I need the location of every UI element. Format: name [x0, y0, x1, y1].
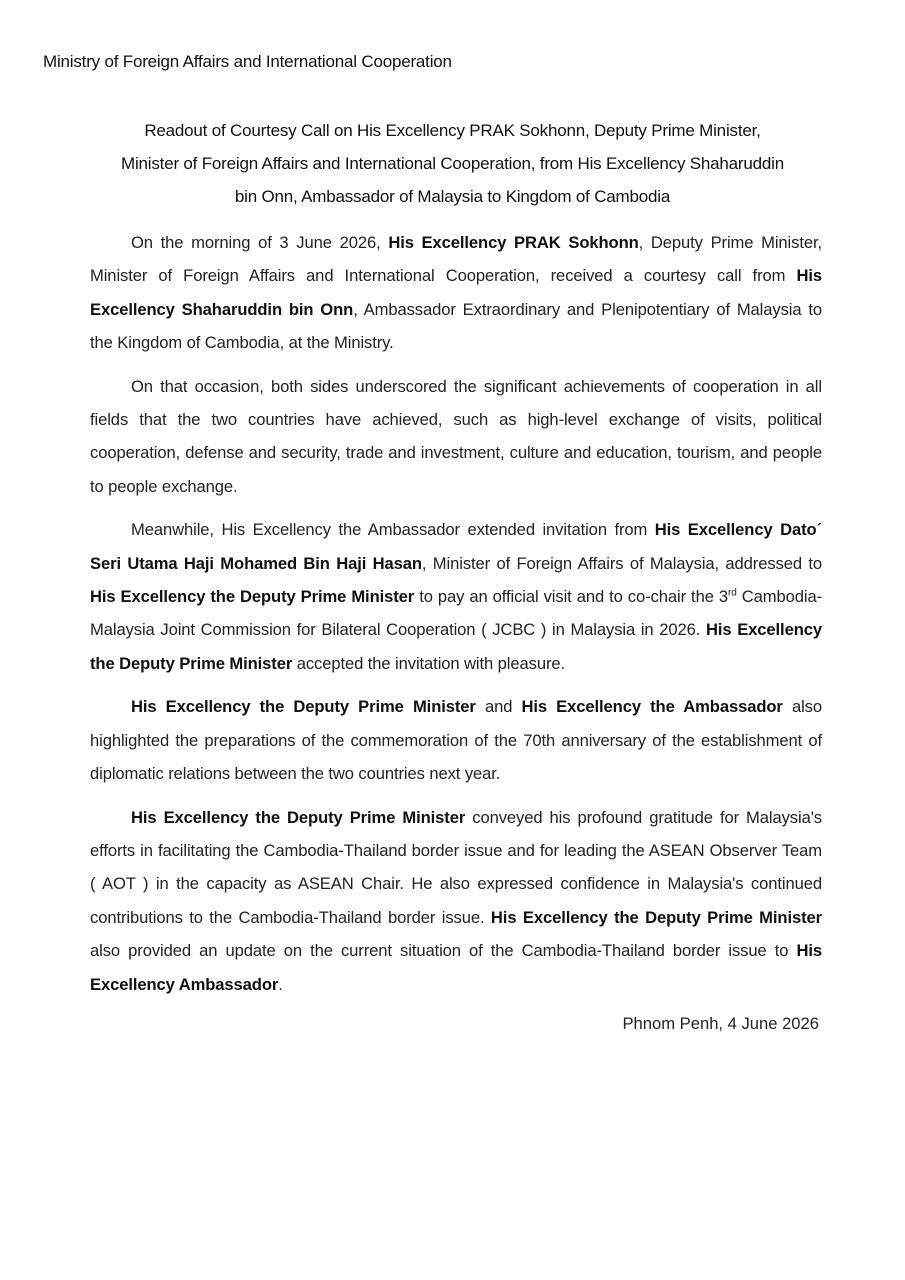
p5-bold-3: His Excellency Ambassador — [90, 941, 822, 994]
p3-text-2: , Minister of Foreign Affairs of Malaysia, addressed to — [421, 553, 822, 573]
paragraph-4 — [90, 690, 822, 790]
p4-bold-2: His Excellency the Ambassador — [521, 697, 783, 717]
p3-bold-1: His Excellency Dato´ Seri Utama Haji Mohamed Bin Haji Hasan — [90, 520, 822, 573]
p3-text-5: accepted the invitation with pleasure. — [292, 653, 566, 673]
p5-text-3: . — [278, 974, 283, 994]
p3-text-4: Cambodia-Malaysia Joint Commission for Bilateral Cooperation ( JCBC ) in Malaysia in 2026. — [90, 587, 822, 640]
p4-bold-1: His Excellency the Deputy Prime Minister — [131, 697, 476, 717]
p1-text-1: On the morning of 3 June 2026, — [131, 233, 389, 252]
p4-text-2: also highlighted the preparations of the commemoration of the 70th anniversary of the establishment of diplomatic relations between the two countries next year. — [90, 697, 822, 784]
p3-text-1: Meanwhile, His Excellency the Ambassador extended invitation from — [131, 520, 655, 540]
p3-superscript: rd — [728, 587, 737, 599]
document-body — [90, 226, 822, 1011]
p3-bold-2: His Excellency the Deputy Prime Minister — [90, 587, 415, 607]
paragraph-5 — [90, 801, 822, 1001]
p1-bold-2: His Excellency Shaharuddin bin Onn — [90, 266, 822, 319]
title-line-2: Minister of Foreign Affairs and International Cooperation, from His Excellency Shaharuddin — [121, 154, 784, 173]
paragraph-1 — [90, 226, 822, 360]
signoff-place-date: Phnom Penh, 4 June 2026 — [622, 1014, 819, 1033]
document-title — [70, 114, 835, 213]
paragraph-2 — [90, 370, 822, 504]
paragraph-3 — [90, 513, 822, 680]
p5-bold-1: His Excellency the Deputy Prime Minister — [131, 807, 466, 827]
title-line-1: Readout of Courtesy Call on His Excellency PRAK Sokhonn, Deputy Prime Minister, — [144, 121, 761, 140]
p4-text-1: and — [475, 697, 522, 717]
p3-text-3: to pay an official visit and to co-chair the 3 — [414, 587, 728, 607]
title-line-3: bin Onn, Ambassador of Malaysia to Kingdom of Cambodia — [234, 187, 671, 206]
p1-text-2: , Deputy Prime Minister, Minister of Foreign Affairs and International Cooperation, received a courtesy call from — [90, 233, 823, 286]
p5-text-1: conveyed his profound gratitude for Malaysia's efforts in facilitating the Cambodia-Thailand border issue and for leading the ASEAN Observer Team ( AOT ) in the capacity as ASEAN Chair. He also expressed confidence in Malaysia's continued contributions to the Cambodia-Thailand border issue. — [90, 807, 822, 927]
p1-bold-1: His Excellency PRAK Sokhonn — [388, 233, 639, 252]
ministry-header: Ministry of Foreign Affairs and International Cooperation — [43, 52, 452, 71]
p1-text-3: , Ambassador Extraordinary and Plenipotentiary of Malaysia to the Kingdom of Cambodia, at the Ministry. — [90, 299, 823, 353]
p2-text-1: On that occasion, both sides underscored the significant achievements of cooperation in all fields that the two countries have achieved, such as high-level exchange of visits, political cooperation, defense and security, trade and investment, culture and education, tourism, and people to people exchange. — [90, 376, 822, 496]
p3-bold-3: His Excellency the Deputy Prime Minister — [90, 620, 822, 673]
p5-text-2: also provided an update on the current situation of the Cambodia-Thailand border issue to — [90, 941, 797, 961]
p5-bold-2: His Excellency the Deputy Prime Minister — [490, 907, 822, 927]
